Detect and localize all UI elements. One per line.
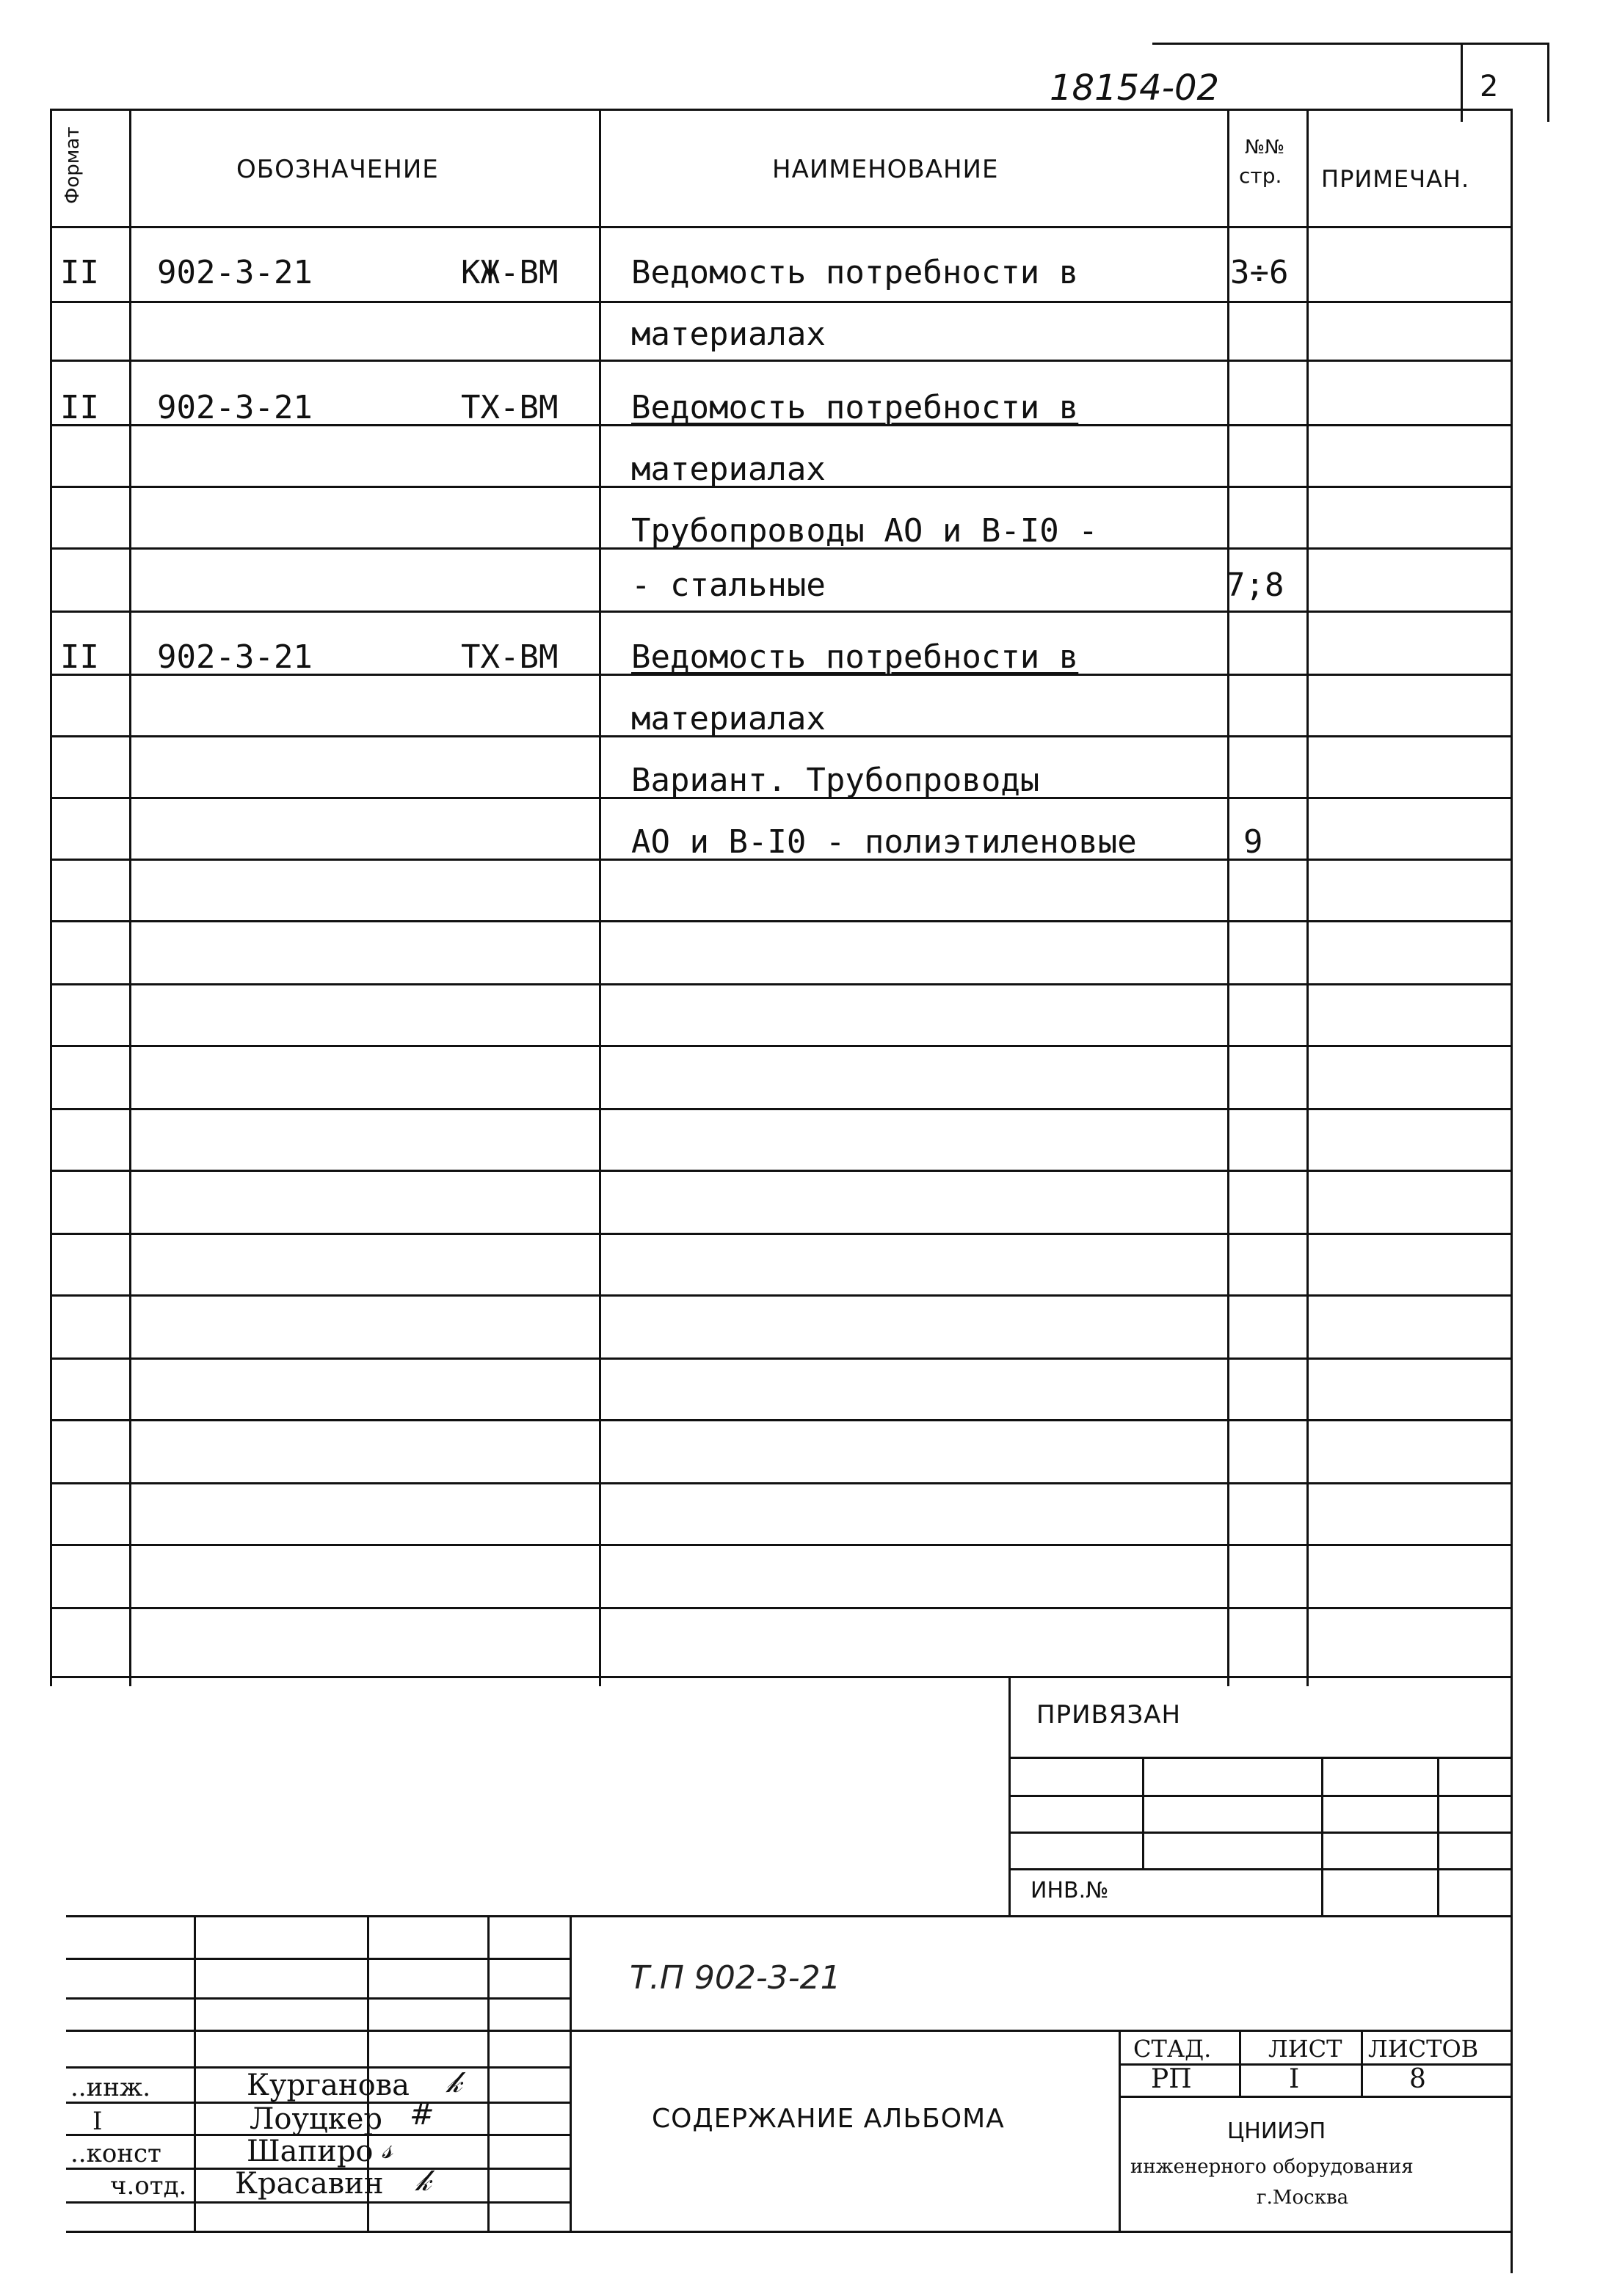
row-name: Ведомость потребности в	[631, 254, 1079, 291]
header-name: НАИМЕНОВАНИЕ	[772, 155, 999, 184]
sheets-label: ЛИСТОВ	[1368, 2035, 1479, 2063]
inv-label: ИНВ.№	[1030, 1878, 1109, 1903]
sheets-value: 8	[1409, 2064, 1426, 2094]
stage-value: РП	[1151, 2064, 1192, 2094]
row-name: Вариант. Трубопроводы	[631, 762, 1040, 799]
header-format: Формат	[62, 126, 84, 204]
signer-name: Шапиро	[247, 2135, 374, 2168]
sheet-label: ЛИСТ	[1268, 2035, 1342, 2063]
row-name: Ведомость потребности в	[631, 389, 1079, 426]
sheet-number: 2	[1480, 70, 1499, 103]
doc-number: 18154-02	[1050, 68, 1220, 109]
row-mark: КЖ-ВМ	[461, 254, 559, 291]
row-name: материалах	[631, 451, 826, 488]
row-code: 902-3-21	[157, 638, 313, 676]
row-code: 902-3-21	[157, 389, 313, 426]
row-name: материалах	[631, 700, 826, 737]
header-designation: ОБОЗНАЧЕНИЕ	[236, 155, 439, 184]
signer-name: Красавин	[235, 2167, 384, 2201]
row-name: материалах	[631, 316, 826, 353]
row-pages: 7;8	[1226, 566, 1284, 604]
signature-icon: #	[410, 2098, 435, 2132]
row-name: АО и В-I0 - полиэтиленовые	[631, 823, 1137, 861]
signer-role: I	[92, 2107, 103, 2136]
row-name: Трубопроводы АО и В-I0 -	[631, 512, 1098, 550]
row-name: Ведомость потребности в	[631, 638, 1079, 676]
header-pages-line1: №№	[1245, 136, 1285, 158]
row-pages: 3÷6	[1230, 254, 1289, 291]
row-format: II	[60, 254, 99, 291]
signer-role: ..конст	[70, 2139, 161, 2168]
signer-name: Лоуцкер	[250, 2102, 382, 2136]
org-name: ЦНИИЭП	[1227, 2118, 1326, 2144]
header-note: ПРИМЕЧАН.	[1321, 165, 1470, 193]
row-format: II	[60, 638, 99, 676]
signature-icon: 𝓀	[446, 2066, 462, 2099]
signature-icon: 𝓈	[382, 2132, 393, 2165]
org-city: г.Москва	[1257, 2187, 1349, 2209]
signer-role: ..инж.	[70, 2073, 151, 2102]
signer-name: Курганова	[247, 2069, 410, 2102]
row-pages: 9	[1243, 823, 1263, 861]
row-mark: ТХ-ВМ	[461, 638, 559, 676]
signer-role: ч.отд.	[110, 2171, 187, 2201]
org-dept: инженерного оборудования	[1130, 2156, 1414, 2178]
stage-label: СТАД.	[1133, 2035, 1212, 2063]
row-format: II	[60, 389, 99, 426]
row-code: 902-3-21	[157, 254, 313, 291]
signature-icon: 𝓀	[415, 2164, 432, 2198]
privyazan-label: ПРИВЯЗАН	[1036, 1700, 1182, 1730]
row-name: - стальные	[631, 566, 826, 604]
project-code: Т.П 902-3-21	[630, 1959, 841, 1997]
sheet-value: I	[1289, 2064, 1300, 2094]
album-title: СОДЕРЖАНИЕ АЛЬБОМА	[652, 2104, 1005, 2134]
row-mark: ТХ-ВМ	[461, 389, 559, 426]
header-pages-line2: стр.	[1239, 164, 1282, 188]
